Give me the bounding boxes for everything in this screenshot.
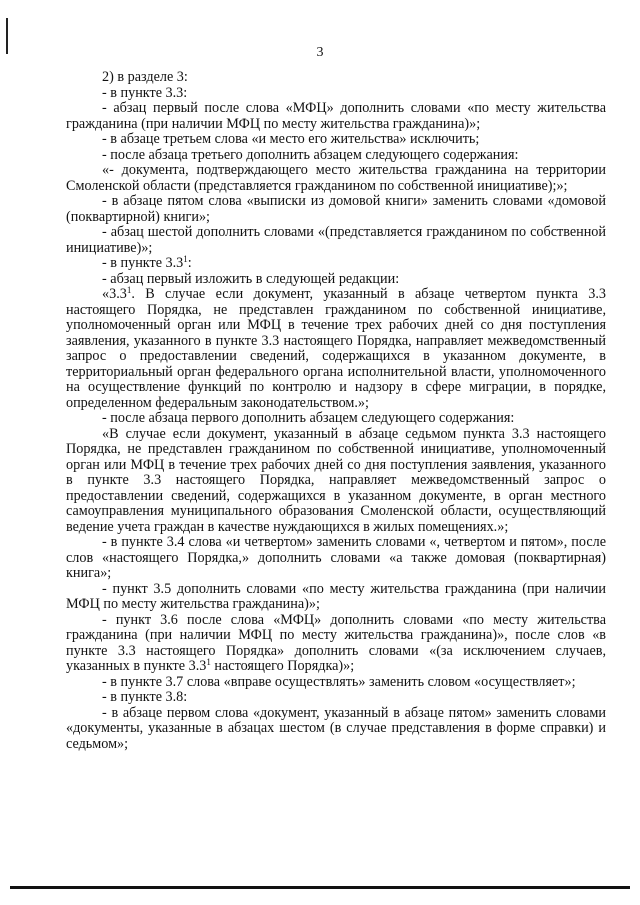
paragraph-text: - в абзаце третьем слова «и место его жительства» исключить; (102, 131, 480, 147)
paragraph-text: «- документа, подтверждающего место жительства гражданина на территории Смоленской области (представляется гражданином по собственной инициативе);»; (66, 162, 606, 194)
paragraph (66, 256, 606, 272)
paragraph (66, 675, 606, 691)
paragraph (66, 70, 606, 86)
paragraph (66, 132, 606, 148)
paragraph (66, 148, 606, 164)
paragraph-text: - пункт 3.5 дополнить словами «по месту жительства гражданина (при наличии МФЦ по месту жительства гражданина)»; (66, 580, 606, 612)
paragraph (66, 411, 606, 427)
paragraph-text: - в пункте 3.4 слова «и четвертом» заменить словами «, четвертом и пятом», после слов «настоящего Порядка,» дополнить словами «а также домовая (поквартирная) книга»; (66, 534, 606, 581)
superscript: 1 (183, 254, 188, 264)
paragraph (66, 427, 606, 536)
paragraph-text: - в пункте 3.8: (102, 689, 188, 705)
paragraph-text: - в абзаце пятом слова «выписки из домовой книги» заменить словами «домовой (поквартирной) книги»; (66, 193, 606, 225)
paragraph-text: - после абзаца первого дополнить абзацем следующего содержания: (102, 410, 515, 426)
paragraph (66, 101, 606, 132)
paragraph (66, 163, 606, 194)
paragraph-text: - абзац шестой дополнить словами «(представляется гражданином по собственной инициативе)»; (66, 224, 606, 256)
paragraph (66, 613, 606, 675)
paragraph (66, 690, 606, 706)
paragraph (66, 287, 606, 411)
paragraph (66, 272, 606, 288)
paragraph-text: - абзац первый после слова «МФЦ» дополнить словами «по месту жительства гражданина (при наличии МФЦ по месту жительства гражданина)»; (66, 100, 606, 132)
paragraph-text: - в пункте 3.7 слова «вправе осуществлять» заменить словом «осуществляет»; (102, 673, 576, 690)
paragraph (66, 86, 606, 102)
bottom-border-line (10, 886, 630, 889)
paragraph (66, 535, 606, 582)
paragraph-text: «В случае если документ, указанный в абзаце седьмом пункта 3.3 настоящего Порядка, не представлен гражданином по собственной инициативе, уполномоченный орган или МФЦ в течение трех рабочих дней со дня поступления заявления, указанного в пункте 3.3 настоящего Порядка, направляет межведомственный запрос о предоставлении сведений, содержащихся в указанном документе, в орган местного самоуправления муниципального образования Смоленской области, осуществляющий ведение учета граждан в качестве нуждающихся в жилых помещениях.»; (66, 425, 606, 535)
paragraph-text: - абзац первый изложить в следующей редакции: (102, 270, 400, 287)
paragraph-text: настоящего Порядка)»; (210, 658, 355, 674)
superscript: 1 (126, 285, 132, 295)
paragraph-text: - пункт 3.6 после слова «МФЦ» дополнить словами «по месту жительства гражданина (при наличии МФЦ по месту жительства гражданина)», после слов «в пункте 3.3 настоящего Порядка» дополнить словами «(за исключением случаев, указанных в пункте 3.3 (66, 611, 606, 674)
page-number: 3 (316, 45, 324, 60)
paragraph (66, 225, 606, 256)
paragraph (66, 706, 606, 753)
paragraph (66, 582, 606, 613)
paragraph-text: - после абзаца третьего дополнить абзацем следующего содержания: (102, 146, 519, 163)
paragraph-text: - в абзаце первом слова «документ, указанный в абзаце пятом» заменить словами «документы, указанные в абзацах шестом (в случае представления в форме справки) и седьмом»; (66, 704, 606, 752)
paragraph-text: : (187, 255, 192, 271)
paragraph-text: . В случае если документ, указанный в абзаце четвертом пункта 3.3 настоящего Порядка, не представлен гражданином по собственной инициативе, уполномоченный орган или МФЦ в течение трех рабочих дней со дня поступления заявления, указанного в пункте 3.3 настоящего Порядка, направляет межведомственный запрос о предоставлении сведений, содержащихся в указанном документе, в территориальный орган федерального органа исполнительной власти, уполномоченного на осуществление функций по контролю и надзору в сфере миграции, в порядке, определенном федеральным законодательством.»; (66, 286, 606, 411)
paragraph (66, 194, 606, 225)
paragraph-text: - в пункте 3.3 (102, 255, 184, 271)
superscript: 1 (206, 657, 211, 667)
document-body (66, 70, 606, 752)
paragraph-text: 2) в разделе 3: (102, 69, 188, 85)
paragraph-text: - в пункте 3.3: (102, 84, 188, 101)
paragraph-text: «3.3 (102, 286, 127, 302)
